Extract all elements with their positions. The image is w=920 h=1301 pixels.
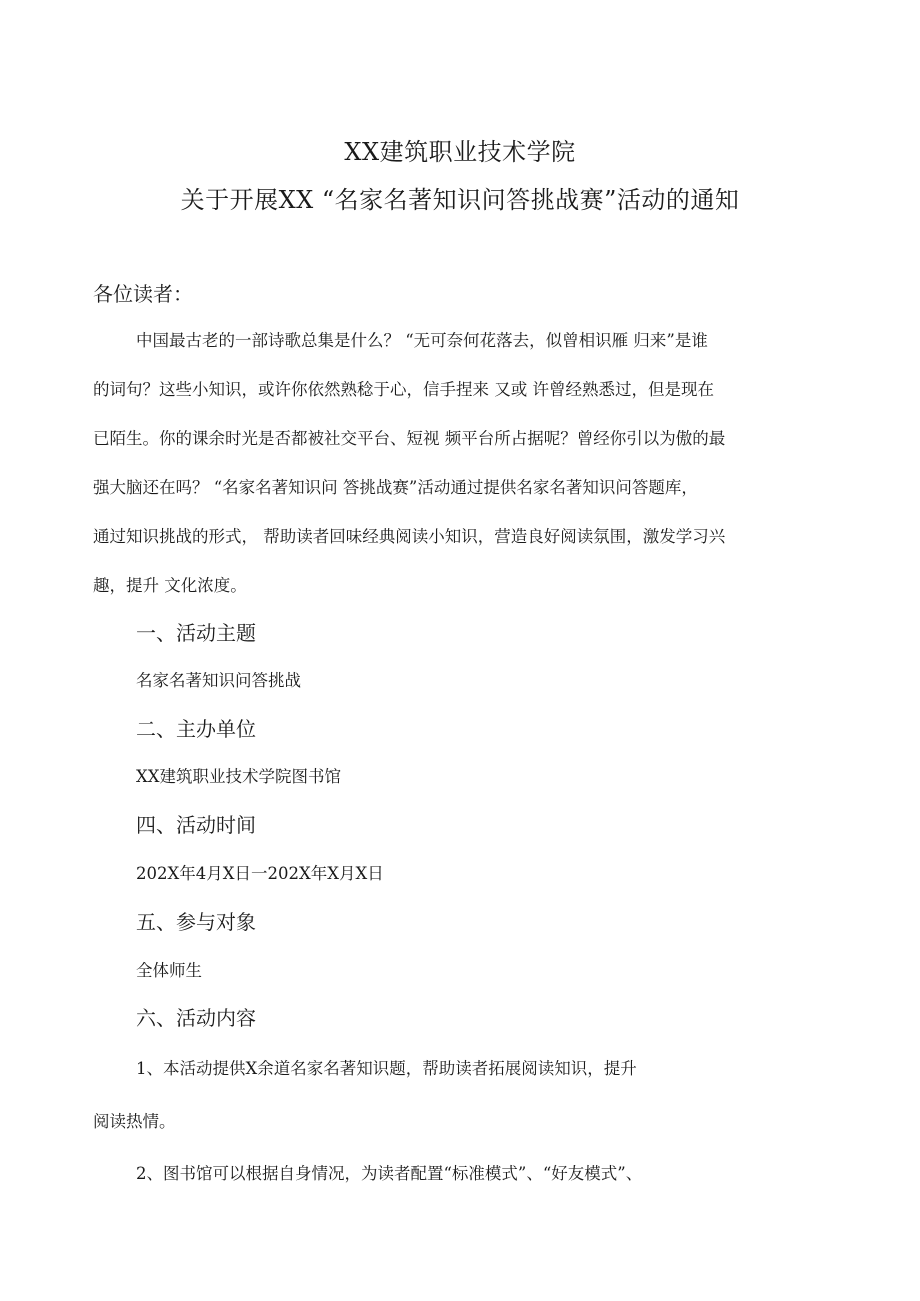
intro-line: 已陌生。你的课余时光是否都被社交平台、短视 频平台所占据呢？曾经你引以为傲的最 [93, 429, 726, 448]
notice-title: 关于开展XX “名家名著知识问答挑战赛”活动的通知 [180, 186, 740, 214]
section-text-organizer: XX建筑职业技术学院图书馆 [136, 767, 341, 786]
intro-line: 中国最古老的一部诗歌总集是什么？ “无可奈何花落去，似曾相识雁 归来”是谁 [136, 331, 708, 350]
section-text-time: 202X年4月X日一202X年X月X日 [136, 864, 384, 883]
section-text-audience: 全体师生 [136, 961, 202, 980]
section-heading-time: 四、活动时间 [136, 813, 256, 837]
content-item-2-line-1: 2、图书馆可以根据自身情况，为读者配置“标准模式”、“好友模式”、 [136, 1164, 643, 1183]
section-heading-theme: 一、活动主题 [136, 621, 256, 645]
intro-line: 趣，提升 文化浓度。 [93, 576, 247, 595]
section-heading-audience: 五、参与对象 [136, 910, 256, 934]
content-item-1-line-1: 1、本活动提供X余道名家名著知识题，帮助读者拓展阅读知识，提升 [136, 1059, 637, 1078]
section-text-theme: 名家名著知识问答挑战 [136, 671, 301, 690]
intro-line: 的词句？这些小知识，或许你依然熟稔于心，信手捏来 又或 许曾经熟悉过，但是现在 [93, 380, 714, 399]
content-item-1-line-2: 阅读热情。 [93, 1112, 176, 1131]
salutation: 各位读者： [93, 282, 193, 306]
section-heading-organizer: 二、主办单位 [136, 717, 256, 741]
institution-title: XX建筑职业技术学院 [344, 138, 576, 166]
section-heading-content: 六、活动内容 [136, 1006, 256, 1030]
intro-line: 强大脑还在吗？ “名家名著知识问 答挑战赛”活动通过提供名家名著知识问答题库， [93, 478, 698, 497]
intro-line: 通过知识挑战的形式， 帮助读者回味经典阅读小知识，营造良好阅读氛围，激发学习兴 [93, 527, 726, 546]
